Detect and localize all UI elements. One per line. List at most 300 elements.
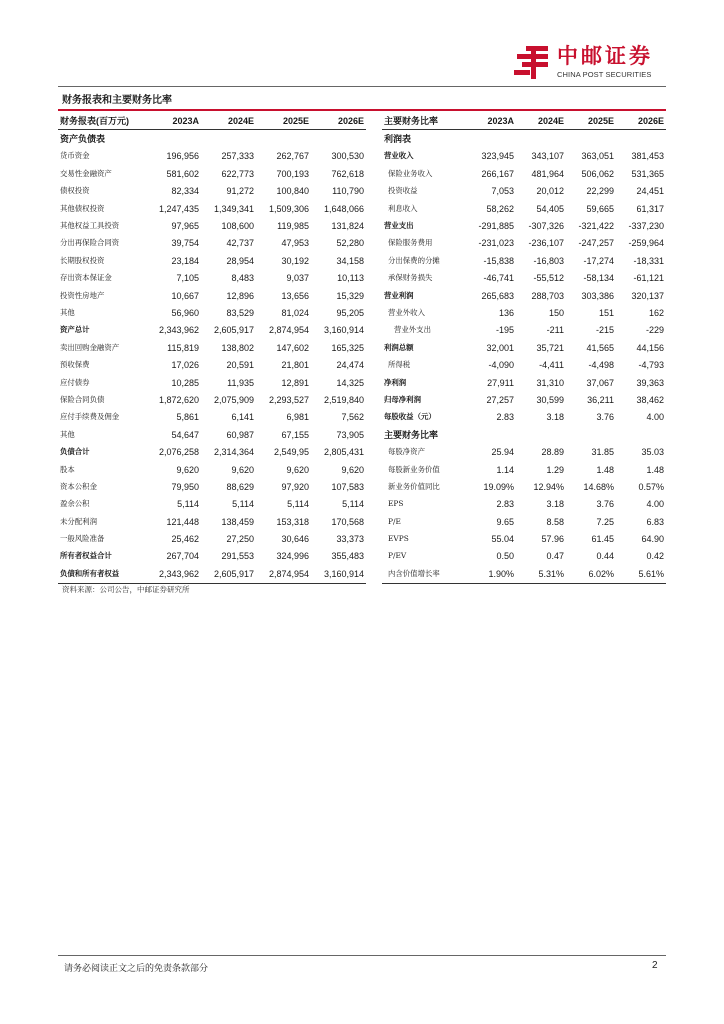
cell-value: 381,453 <box>631 151 664 162</box>
table-row <box>382 548 666 565</box>
cell-value: 23,184 <box>171 255 199 266</box>
row-label: 存出资本保证金 <box>60 273 112 283</box>
table-row <box>58 461 366 478</box>
cell-value: 108,600 <box>221 221 254 232</box>
cell-value <box>566 130 616 148</box>
company-logo <box>514 42 670 82</box>
cell-value: 12,896 <box>226 290 254 301</box>
cell-value: 30,192 <box>281 255 309 266</box>
header-year: 2026E <box>311 112 366 130</box>
cell-value: 2,874,954 <box>268 325 309 336</box>
table-row <box>58 478 366 495</box>
cell-value: 34,158 <box>336 255 364 266</box>
cell-value: 31.85 <box>591 447 614 458</box>
cell-value: -259,964 <box>628 238 664 249</box>
cell-value: 8,483 <box>231 273 254 284</box>
cell-value: 7,053 <box>491 186 514 197</box>
cell-value: 110,790 <box>332 186 364 197</box>
header-label: 财务报表(百万元) <box>58 112 146 130</box>
cell-value: 1.29 <box>546 464 564 475</box>
table-row <box>382 130 666 148</box>
cell-value: 288,703 <box>531 290 564 301</box>
header-year: 2024E <box>516 112 566 130</box>
cell-value: -195 <box>495 325 514 336</box>
header-year: 2023A <box>466 112 516 130</box>
table-row <box>382 496 666 513</box>
cell-value: 267,704 <box>166 551 199 562</box>
table-row <box>58 287 366 304</box>
ratios-table <box>382 112 666 584</box>
cell-value: 196,956 <box>166 151 199 162</box>
row-label: 营业外支出 <box>394 325 431 335</box>
cell-value: 266,167 <box>481 168 514 179</box>
table-row <box>382 565 666 583</box>
cell-value: 19.09% <box>483 481 514 492</box>
row-label: 所有者权益合计 <box>60 551 112 561</box>
cell-value: 27,257 <box>486 394 514 405</box>
cell-value: -58,134 <box>583 273 614 284</box>
cell-value: 17,026 <box>171 360 199 371</box>
cell-value: 4.00 <box>646 412 664 423</box>
header-year: 2024E <box>201 112 256 130</box>
page-number: 2 <box>652 960 658 971</box>
cell-value: 343,107 <box>531 151 564 162</box>
row-label: 其他 <box>60 307 75 317</box>
table-row <box>382 426 666 443</box>
cell-value: 1.48 <box>596 464 614 475</box>
cell-value: 52,280 <box>336 238 364 249</box>
row-label: 承保财务损失 <box>388 273 433 283</box>
row-label: 分出再保险合同资 <box>60 238 120 248</box>
row-label: 债权投资 <box>60 186 90 196</box>
cell-value: 9,037 <box>286 273 309 284</box>
cell-value: 33,373 <box>336 534 364 545</box>
cell-value: 3.18 <box>546 412 564 423</box>
cell-value <box>466 426 516 443</box>
china-post-logo-icon <box>514 44 554 80</box>
brand-name-en: CHINA POST SECURITIES <box>557 70 652 79</box>
cell-value: -55,512 <box>533 273 564 284</box>
cell-value: 323,945 <box>481 151 514 162</box>
table-row <box>382 391 666 408</box>
cell-value: 9,620 <box>286 464 309 475</box>
row-label: 其他权益工具投资 <box>60 221 120 231</box>
cell-value: 25.94 <box>491 447 514 458</box>
cell-value: 10,113 <box>337 273 364 284</box>
cell-value: 291,553 <box>221 551 254 562</box>
table-row <box>382 356 666 373</box>
table-row <box>58 183 366 200</box>
cell-value: 8.58 <box>546 516 564 527</box>
cell-value: 1,509,306 <box>268 203 309 214</box>
table-row <box>382 148 666 165</box>
table-row <box>58 374 366 391</box>
cell-value: 2,549,95 <box>273 447 309 458</box>
row-label: 保险合同负债 <box>60 394 105 404</box>
row-label: 投资收益 <box>388 186 418 196</box>
cell-value: 320,137 <box>631 290 664 301</box>
cell-value <box>146 130 201 148</box>
cell-value: 622,773 <box>221 168 254 179</box>
table-row <box>58 496 366 513</box>
header-label: 主要财务比率 <box>382 112 466 130</box>
table-row <box>382 165 666 182</box>
row-label: EPS <box>388 499 404 509</box>
cell-value: 7,562 <box>341 412 364 423</box>
row-label: P/EV <box>388 551 407 561</box>
row-label: 每股净资产 <box>388 447 425 457</box>
row-label: 股本 <box>60 464 75 474</box>
cell-value: 61,317 <box>636 203 664 214</box>
row-label: 分出保费的分摊 <box>388 255 440 265</box>
table-header-row <box>58 112 366 130</box>
table-row <box>58 565 366 583</box>
cell-value: 531,365 <box>631 168 664 179</box>
cell-value: 1,872,620 <box>158 394 199 405</box>
cell-value: 2.83 <box>496 499 514 510</box>
cell-value: -236,107 <box>528 238 564 249</box>
cell-value: 2,605,917 <box>213 325 254 336</box>
cell-value: 3,160,914 <box>323 325 364 336</box>
cell-value: 24,451 <box>636 186 664 197</box>
table-row <box>58 443 366 460</box>
cell-value: 2,805,431 <box>323 447 364 458</box>
cell-value: 147,602 <box>276 342 309 353</box>
cell-value: 303,386 <box>581 290 614 301</box>
cell-value: 5.31% <box>516 565 566 583</box>
row-label: 净利润 <box>384 377 407 387</box>
cell-value: 5,114 <box>232 499 254 510</box>
cell-value: 107,583 <box>331 481 364 492</box>
table-row <box>58 356 366 373</box>
row-label: 新业务价值同比 <box>388 481 440 491</box>
cell-value: 73,905 <box>336 429 364 440</box>
cell-value: 700,193 <box>276 168 309 179</box>
cell-value: 138,802 <box>221 342 254 353</box>
cell-value: 265,683 <box>481 290 514 301</box>
row-label: 保险业务收入 <box>388 168 433 178</box>
row-label: 预收保费 <box>60 360 90 370</box>
table-row <box>382 443 666 460</box>
header-year: 2023A <box>146 112 201 130</box>
table-row <box>58 513 366 530</box>
cell-value: 165,325 <box>331 342 364 353</box>
table-row <box>382 200 666 217</box>
cell-value: 6,141 <box>231 412 254 423</box>
table-row <box>58 252 366 269</box>
cell-value: 257,333 <box>221 151 254 162</box>
table-row <box>58 391 366 408</box>
table-row <box>58 217 366 234</box>
cell-value: 30,599 <box>536 394 564 405</box>
cell-value: 31,310 <box>536 377 564 388</box>
row-label: 营业收入 <box>384 151 414 161</box>
table-row <box>382 252 666 269</box>
cell-value: 136 <box>498 307 514 318</box>
cell-value: 0.44 <box>596 551 614 562</box>
cell-value: 41,565 <box>586 342 614 353</box>
table-row <box>58 426 366 443</box>
cell-value: -61,121 <box>633 273 664 284</box>
cell-value: 9,620 <box>176 464 199 475</box>
header-rule <box>58 86 666 87</box>
cell-value: 5,114 <box>177 499 199 510</box>
cell-value <box>616 426 666 443</box>
cell-value <box>256 130 311 148</box>
row-label: 利润总额 <box>384 342 414 352</box>
table-row <box>382 409 666 426</box>
cell-value: 0.57% <box>638 481 664 492</box>
balance-sheet-table <box>58 112 366 584</box>
row-label: 营业利润 <box>384 290 414 300</box>
cell-value: 91,272 <box>226 186 254 197</box>
cell-value: 13,656 <box>281 290 309 301</box>
cell-value: -211 <box>546 325 564 336</box>
table-row <box>382 513 666 530</box>
cell-value: 9,620 <box>341 464 364 475</box>
cell-value: 5.61% <box>616 565 666 583</box>
cell-value: 121,448 <box>166 516 199 527</box>
table-row <box>58 130 366 148</box>
table-row <box>58 548 366 565</box>
cell-value: 35.03 <box>641 447 664 458</box>
cell-value: 24,474 <box>336 360 364 371</box>
cell-value: 1.48 <box>646 464 664 475</box>
row-label: P/E <box>388 516 401 526</box>
cell-value <box>566 426 616 443</box>
cell-value: 88,629 <box>226 481 254 492</box>
cell-value: 97,920 <box>281 481 309 492</box>
table-row <box>382 478 666 495</box>
cell-value: 83,529 <box>226 307 254 318</box>
row-label: 货币资金 <box>60 151 90 161</box>
cell-value: 7,105 <box>176 273 199 284</box>
row-label: 一般风险准备 <box>60 534 105 544</box>
row-label: 应付债券 <box>60 377 90 387</box>
cell-value: 150 <box>548 307 564 318</box>
row-label: 其他债权投资 <box>60 203 105 213</box>
cell-value: 6.83 <box>646 516 664 527</box>
cell-value: 14.68% <box>583 481 614 492</box>
cell-value: 3.18 <box>546 499 564 510</box>
cell-value: 10,667 <box>171 290 199 301</box>
cell-value: 14,325 <box>336 377 364 388</box>
cell-value: 32,001 <box>486 342 514 353</box>
row-label: 盈余公积 <box>60 499 90 509</box>
cell-value: 39,363 <box>636 377 664 388</box>
cell-value: 2,874,954 <box>256 565 311 583</box>
cell-value <box>311 130 366 148</box>
cell-value: 56,960 <box>171 307 199 318</box>
cell-value: -215 <box>595 325 614 336</box>
cell-value: 21,801 <box>281 360 309 371</box>
cell-value: 55.04 <box>491 534 514 545</box>
cell-value: 27,250 <box>226 534 254 545</box>
cell-value: 95,205 <box>336 307 364 318</box>
cell-value: 506,062 <box>581 168 614 179</box>
cell-value: 61.45 <box>591 534 614 545</box>
cell-value <box>466 130 516 148</box>
row-label: 利息收入 <box>388 203 418 213</box>
table-row <box>382 322 666 339</box>
cell-value: -321,422 <box>578 221 614 232</box>
table-row <box>58 148 366 165</box>
table-row <box>58 339 366 356</box>
cell-value <box>516 426 566 443</box>
cell-value: 81,024 <box>281 307 309 318</box>
row-label: 资本公积金 <box>60 481 97 491</box>
header-year: 2025E <box>256 112 311 130</box>
cell-value <box>516 130 566 148</box>
cell-value <box>201 130 256 148</box>
cell-value: 64.90 <box>641 534 664 545</box>
cell-value: -291,885 <box>478 221 514 232</box>
cell-value: -4,411 <box>539 360 564 371</box>
cell-value: 3.76 <box>596 499 614 510</box>
table-row <box>382 374 666 391</box>
cell-value: 38,462 <box>636 394 664 405</box>
cell-value: -229 <box>645 325 664 336</box>
table-row <box>58 235 366 252</box>
table-row <box>58 270 366 287</box>
cell-value: 1.14 <box>496 464 514 475</box>
row-label: 负债和所有者权益 <box>58 565 146 583</box>
row-label: 归母净利润 <box>384 394 421 404</box>
cell-value: 10,285 <box>171 377 199 388</box>
cell-value: 170,568 <box>331 516 364 527</box>
cell-value <box>616 130 666 148</box>
cell-value: 363,051 <box>581 151 614 162</box>
table-row <box>382 217 666 234</box>
cell-value: -307,326 <box>528 221 564 232</box>
cell-value: 11,935 <box>227 377 254 388</box>
cell-value: -18,331 <box>633 255 664 266</box>
cell-value: 119,985 <box>277 221 309 232</box>
cell-value: 138,459 <box>221 516 254 527</box>
cell-value: 100,840 <box>276 186 309 197</box>
table-row <box>382 183 666 200</box>
cell-value: 2,343,962 <box>158 325 199 336</box>
cell-value: 581,602 <box>166 168 199 179</box>
cell-value: 82,334 <box>171 186 199 197</box>
table-row <box>58 304 366 321</box>
table-header-row <box>382 112 666 130</box>
cell-value: 54,405 <box>536 203 564 214</box>
cell-value: 2,343,962 <box>146 565 201 583</box>
cell-value: 37,067 <box>586 377 614 388</box>
cell-value: 324,996 <box>276 551 309 562</box>
cell-value: 4.00 <box>646 499 664 510</box>
cell-value: 262,767 <box>276 151 309 162</box>
cell-value: 2.83 <box>496 412 514 423</box>
cell-value: -231,023 <box>478 238 514 249</box>
table-row <box>58 200 366 217</box>
cell-value: 2,076,258 <box>158 447 199 458</box>
cell-value: 60,987 <box>226 429 254 440</box>
cell-value: 0.42 <box>646 551 664 562</box>
cell-value: 59,665 <box>586 203 614 214</box>
row-label: 每股新业务价值 <box>388 464 440 474</box>
cell-value: 97,965 <box>171 221 199 232</box>
table-row <box>382 461 666 478</box>
cell-value: 5,861 <box>176 412 199 423</box>
cell-value: 54,647 <box>171 429 199 440</box>
title-rule <box>58 109 666 111</box>
cell-value: -15,838 <box>483 255 514 266</box>
cell-value: 7.25 <box>596 516 614 527</box>
cell-value: 28.89 <box>541 447 564 458</box>
cell-value: 30,646 <box>281 534 309 545</box>
cell-value: 1,247,435 <box>158 203 199 214</box>
cell-value: 2,605,917 <box>201 565 256 583</box>
cell-value: 35,721 <box>536 342 564 353</box>
row-label: 卖出回购金融资产 <box>60 342 120 352</box>
cell-value: 0.47 <box>546 551 564 562</box>
cell-value: 115,819 <box>167 342 199 353</box>
table-row <box>382 270 666 287</box>
row-label: 保险服务费用 <box>388 238 433 248</box>
cell-value: 0.50 <box>496 551 514 562</box>
cell-value: 15,329 <box>336 290 364 301</box>
cell-value: 2,314,364 <box>213 447 254 458</box>
footer-rule <box>58 955 666 956</box>
row-label: 营业外收入 <box>388 307 425 317</box>
row-label: 主要财务比率 <box>384 429 439 440</box>
section-title: 财务报表和主要财务比率 <box>62 95 172 106</box>
table-row <box>58 530 366 547</box>
row-label: 投资性房地产 <box>60 290 105 300</box>
cell-value: 22,299 <box>586 186 614 197</box>
table-row <box>58 409 366 426</box>
cell-value: -337,230 <box>628 221 664 232</box>
cell-value: 162 <box>648 307 664 318</box>
cell-value: -247,257 <box>578 238 614 249</box>
cell-value: 47,953 <box>281 238 309 249</box>
cell-value: -4,793 <box>638 360 664 371</box>
cell-value: 3.76 <box>596 412 614 423</box>
cell-value: 12,891 <box>281 377 309 388</box>
cell-value: 5,114 <box>342 499 364 510</box>
row-label: 资产负债表 <box>60 134 106 145</box>
cell-value: 5,114 <box>287 499 309 510</box>
row-label: 负债合计 <box>60 447 90 457</box>
cell-value: 2,075,909 <box>213 394 254 405</box>
table-row <box>58 165 366 182</box>
table-row <box>382 530 666 547</box>
cell-value: 762,618 <box>331 168 364 179</box>
cell-value: -17,274 <box>583 255 614 266</box>
cell-value: 44,156 <box>636 342 664 353</box>
source-note: 资料来源：公司公告，中邮证券研究所 <box>62 585 190 594</box>
cell-value: 25,462 <box>171 534 199 545</box>
header-year: 2026E <box>616 112 666 130</box>
cell-value: 20,012 <box>536 186 564 197</box>
cell-value: 1,349,341 <box>213 203 254 214</box>
cell-value: 300,530 <box>331 151 364 162</box>
cell-value: 27,911 <box>487 377 514 388</box>
cell-value: 39,754 <box>171 238 199 249</box>
cell-value: 1.90% <box>466 565 516 583</box>
table-row <box>382 339 666 356</box>
row-label: 内含价值增长率 <box>382 565 466 583</box>
row-label: EVPS <box>388 534 409 544</box>
cell-value: 58,262 <box>486 203 514 214</box>
footer-disclaimer: 请务必阅读正文之后的免责条款部分 <box>64 964 209 974</box>
row-label: 利润表 <box>384 134 412 145</box>
row-label: 长期股权投资 <box>60 255 105 265</box>
cell-value: -16,803 <box>533 255 564 266</box>
cell-value: 151 <box>598 307 614 318</box>
